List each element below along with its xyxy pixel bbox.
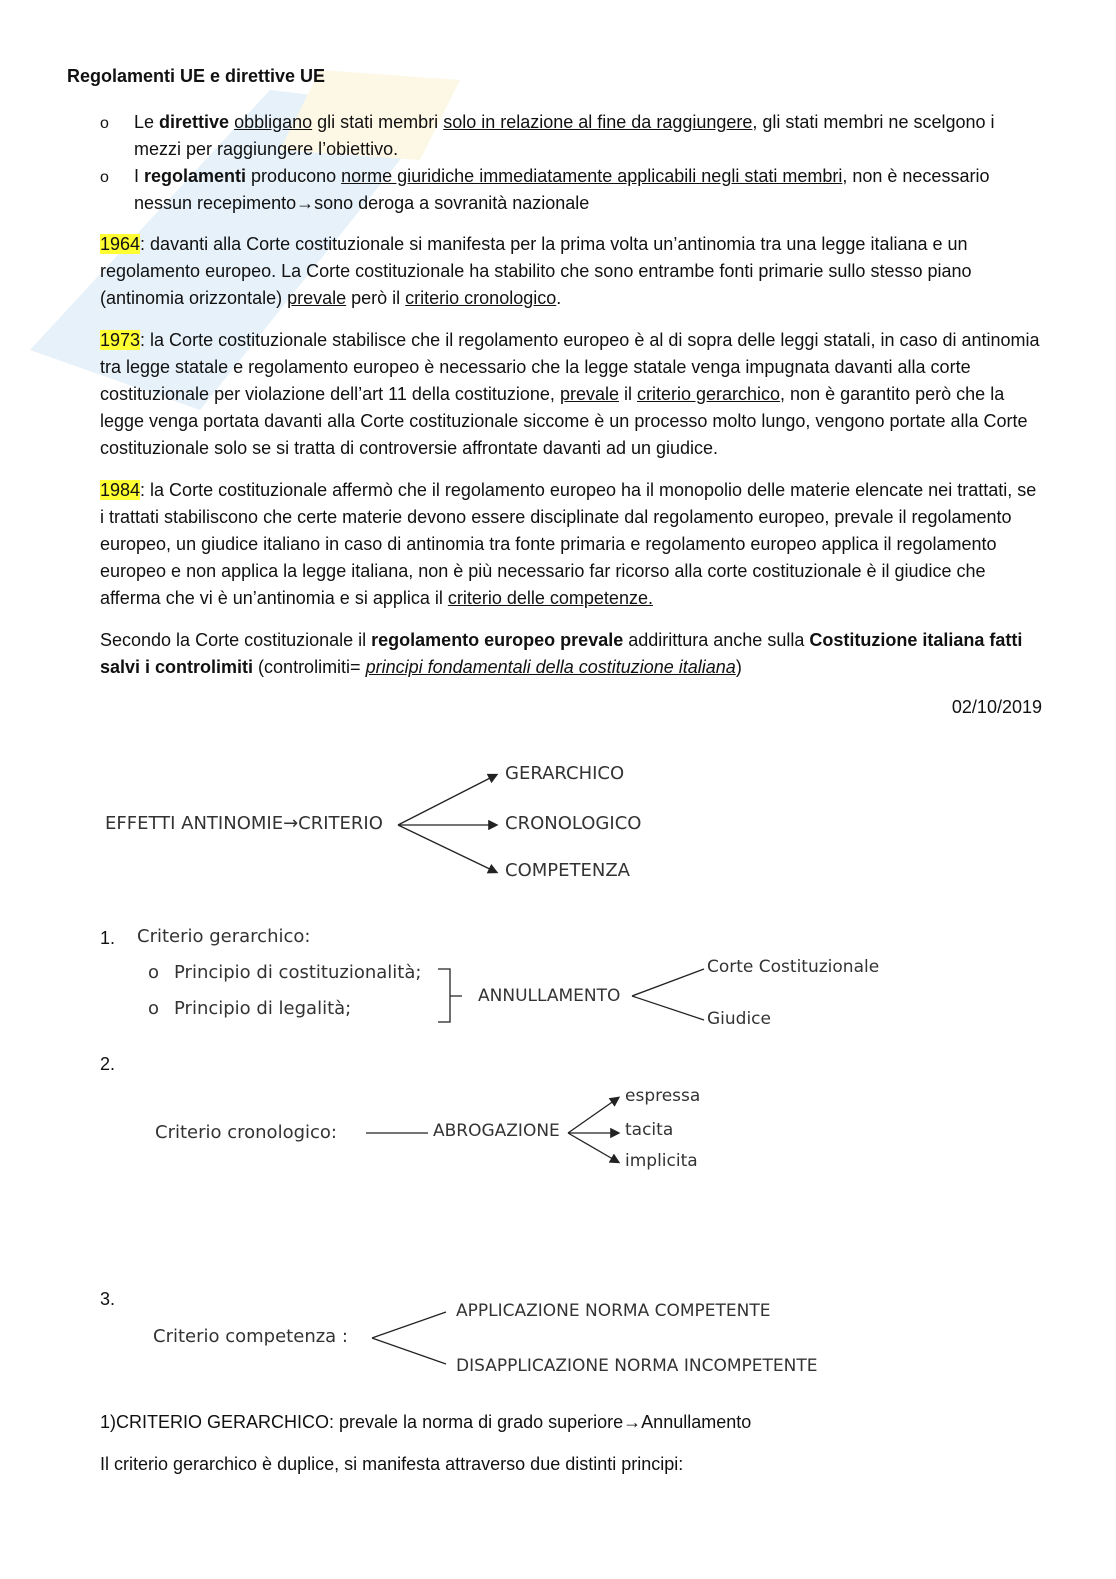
branch-espressa: espressa xyxy=(625,1086,701,1106)
text-run: gli stati membri xyxy=(312,112,444,132)
fork-giudice xyxy=(632,996,704,1020)
underlined-term: criterio gerarchico xyxy=(636,384,781,404)
item3-label: Criterio competenza : xyxy=(153,1326,348,1347)
item2-label: Criterio cronologico: xyxy=(155,1122,337,1143)
text-run: : la Corte costituzionale affermò che il regolamento europeo ha il monopolio delle materie elencate nei trattati, se i trattati stabiliscono che certe materie devono essere disciplinate dal regolamento europeo, prevale il regolamento europeo, un giudice italiano in caso di antinomia tra fonte primaria e regolamento europeo applica il regolamento europeo e non applica la legge italiana, non è più necessario far ricorso alla corte costituzionale è il giudice che afferma che vi è un’antinomia e si applica il xyxy=(100,480,1037,608)
text-run: addirittura anche sulla xyxy=(623,630,810,650)
paragraph-1964 xyxy=(100,231,1045,312)
text-run: , non è garantito però che la legge venga portata davanti alla Corte costituzionale siccome è un processo molto lungo, vengono portate alla Corte costituzionale solo se si tratta di controversie affrontate davanti ad un giudice. xyxy=(100,384,1028,458)
sub-marker: o xyxy=(148,962,160,983)
brace-bracket xyxy=(438,969,462,1022)
bullet-marker: o xyxy=(100,115,109,132)
closing-line-1: 1)CRITERIO GERARCHICO: prevale la norma di grado superiore→Annullamento xyxy=(100,1412,752,1432)
branch-tacita: tacita xyxy=(625,1120,674,1140)
branch-corte-costituzionale: Corte Costituzionale xyxy=(707,957,880,977)
underlined-term: norme giuridiche immediatamente applicabili negli stati membri xyxy=(341,166,843,186)
text-run: Le xyxy=(134,112,160,132)
bullet-directives-line2: mezzi per raggiungere l’obiettivo. xyxy=(134,139,399,159)
text-run: il xyxy=(618,384,637,404)
arrow-to-gerarchico xyxy=(398,775,496,825)
closing-line-2: Il criterio gerarchico è duplice, si manifesta attraverso due distinti principi: xyxy=(100,1454,684,1474)
arrow-to-espressa xyxy=(568,1098,618,1133)
item1-label: Criterio gerarchico: xyxy=(137,926,311,947)
branch-applicazione: APPLICAZIONE NORMA COMPETENTE xyxy=(456,1301,771,1321)
year-highlight: 1984 xyxy=(100,480,141,500)
branch-giudice: Giudice xyxy=(707,1009,771,1029)
arrow-to-competenza xyxy=(398,825,496,872)
bullet-regulations-line1 xyxy=(134,163,989,190)
fork-applicazione xyxy=(372,1312,446,1338)
page-title: Regolamenti UE e direttive UE xyxy=(67,66,326,86)
fork-corte xyxy=(632,969,704,996)
branch-cronologico: CRONOLOGICO xyxy=(505,813,642,834)
item-number-2: 2. xyxy=(100,1054,116,1074)
node-annullamento: ANNULLAMENTO xyxy=(478,986,621,1006)
bold-term: regolamento europeo prevale xyxy=(371,630,624,650)
text-run: , gli stati membri ne scelgono i xyxy=(752,112,995,132)
paragraph-1984 xyxy=(100,477,1045,612)
underlined-term: solo in relazione al fine da raggiungere xyxy=(443,112,753,132)
underlined-term: criterio delle competenze. xyxy=(447,588,653,608)
text-run: (controlimiti= xyxy=(253,657,366,677)
diagram-root-label: EFFETTI ANTINOMIE→CRITERIO xyxy=(105,813,383,834)
item-number-3: 3. xyxy=(100,1289,116,1309)
paragraph-corte xyxy=(100,627,1045,681)
bullet-regulations-line2: nessun recepimento→sono deroga a sovranità nazionale xyxy=(134,193,590,213)
bold-term: regolamenti xyxy=(144,166,247,186)
paragraph-1973 xyxy=(100,327,1045,462)
branch-implicita: implicita xyxy=(625,1151,698,1171)
underlined-term: prevale xyxy=(287,288,347,308)
branch-competenza: COMPETENZA xyxy=(505,860,630,881)
sub-legalita: Principio di legalità; xyxy=(174,998,352,1019)
italic-term: principi fondamentali della costituzione italiana xyxy=(365,657,736,677)
branch-gerarchico: GERARCHICO xyxy=(505,763,625,784)
text-run: però il xyxy=(346,288,406,308)
underlined-term: obbligano xyxy=(234,112,313,132)
text-run: . xyxy=(556,288,562,308)
year-highlight: 1964 xyxy=(100,234,141,254)
item-number-1: 1. xyxy=(100,928,116,948)
fork-disapplicazione xyxy=(372,1338,446,1364)
bullet-marker: o xyxy=(100,169,109,186)
bullet-directives-line1 xyxy=(134,109,995,136)
bold-term: direttive xyxy=(159,112,230,132)
text-run: producono xyxy=(246,166,342,186)
sub-costituzionalita: Principio di costituzionalità; xyxy=(174,962,422,983)
text-run: : la Corte costituzionale stabilisce che il regolamento europeo è al di sopra delle leggi statali, in caso di antinomia tra legge statale e regolamento europeo è necessario che la legge statale venga impugnata davanti alla corte costituzionale per violazione dell’art 11 della costituzione, xyxy=(100,330,1040,404)
sub-marker: o xyxy=(148,998,160,1019)
arrow-to-implicita xyxy=(568,1133,618,1162)
year-highlight: 1973 xyxy=(100,330,141,350)
text-run: , non è necessario xyxy=(842,166,990,186)
text-run: : davanti alla Corte costituzionale si manifesta per la prima volta un’antinomia tra una legge italiana e un regolamento europeo. La Corte costituzionale ha stabilito che sono entrambe fonti primarie sullo stesso piano (antinomia orizzontale) xyxy=(100,234,972,308)
text-run: I xyxy=(134,166,145,186)
underlined-term: criterio cronologico xyxy=(405,288,557,308)
text-run: Secondo la Corte costituzionale il xyxy=(100,630,372,650)
branch-disapplicazione: DISAPPLICAZIONE NORMA INCOMPETENTE xyxy=(456,1356,818,1376)
bold-term: Costituzione italiana fatti salvi i controlimiti xyxy=(100,630,1023,677)
node-abrogazione: ABROGAZIONE xyxy=(433,1121,560,1141)
text-run: ) xyxy=(735,657,742,677)
underlined-term: prevale xyxy=(559,384,619,404)
date-label: 02/10/2019 xyxy=(951,697,1042,717)
